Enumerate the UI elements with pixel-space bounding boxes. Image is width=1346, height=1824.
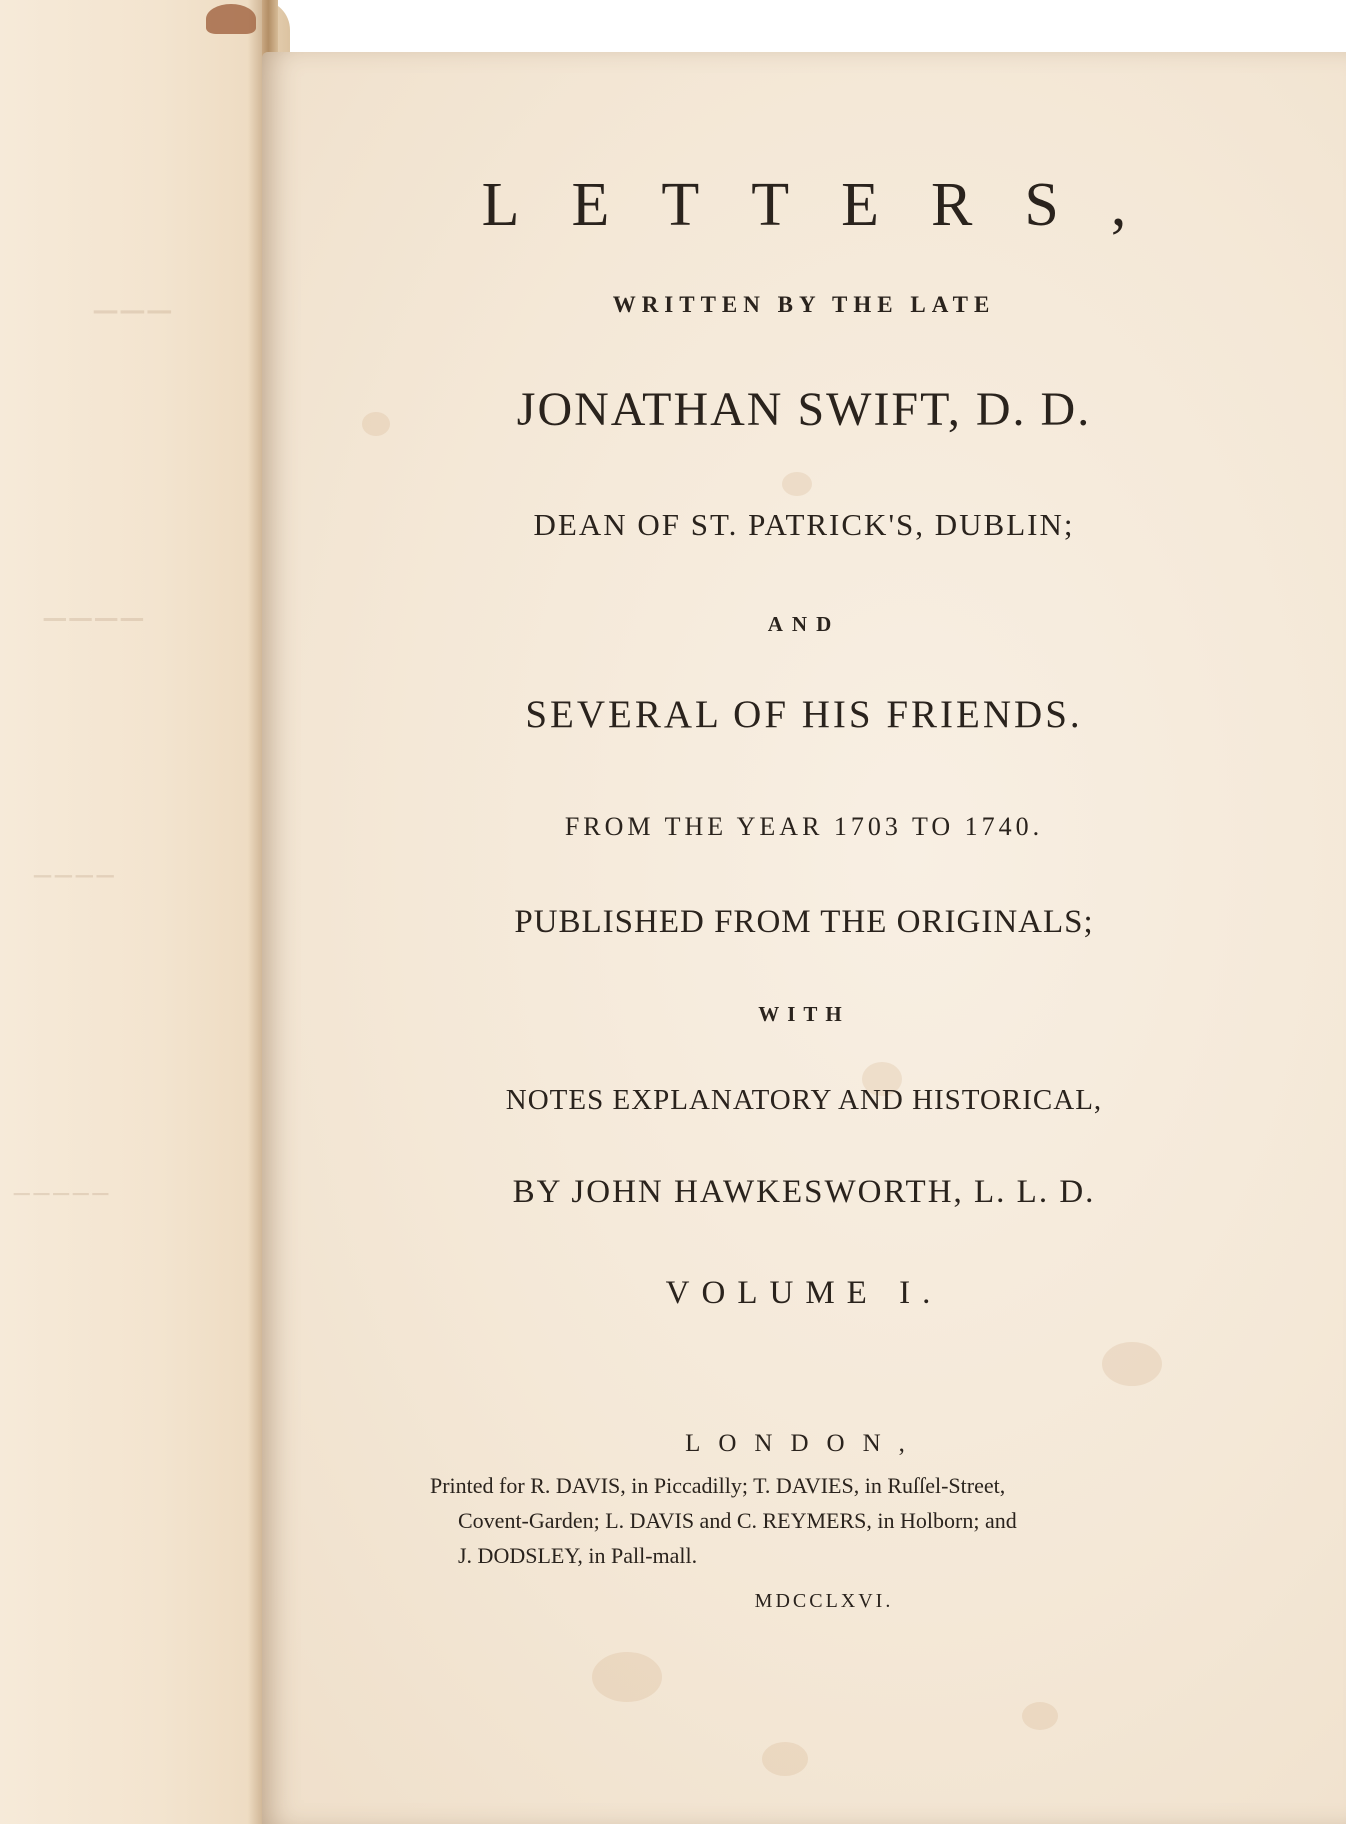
years-line: FROM THE YEAR 1703 TO 1740. — [564, 812, 1044, 841]
show-through-ghost-text: ─── — [90, 290, 171, 334]
show-through-ghost-text: ───── — [10, 1180, 109, 1210]
left-facing-page — [0, 0, 290, 1824]
foxing-stain — [1102, 1342, 1162, 1386]
published-line: PUBLISHED FROM THE ORIGINALS; — [514, 904, 1094, 940]
foxing-stain — [782, 472, 812, 496]
and-line: AND — [767, 612, 841, 636]
place-of-publication: LONDON, — [685, 1430, 923, 1457]
written-by-line: WRITTEN BY THE LATE — [612, 292, 996, 317]
foxing-stain — [592, 1652, 662, 1702]
book-title: LETTERS, — [481, 171, 1179, 239]
volume-label: VOLUME I. — [665, 1275, 943, 1311]
editor-line: BY JOHN HAWKESWORTH, L. L. D. — [512, 1174, 1096, 1210]
friends-line: SEVERAL OF HIS FRIENDS. — [525, 693, 1083, 736]
with-line: WITH — [758, 1002, 850, 1026]
author-title: DEAN OF ST. PATRICK'S, DUBLIN; — [533, 507, 1075, 542]
foxing-stain — [762, 1742, 808, 1776]
show-through-ghost-text: ──── — [40, 600, 143, 641]
author-name: JONATHAN SWIFT, D. D. — [516, 383, 1092, 436]
imprint-line: J. DODSLEY, in Pall-mall. — [458, 1543, 698, 1568]
imprint-line: Covent-Garden; L. DAVIS and C. REYMERS, in Holborn; and — [458, 1508, 1017, 1533]
show-through-ghost-text: ──── — [30, 860, 114, 893]
title-page — [262, 52, 1346, 1824]
spine-headband — [206, 4, 256, 34]
notes-line: NOTES EXPLANATORY AND HISTORICAL, — [505, 1084, 1103, 1116]
publication-date: MDCCLXVI. — [754, 1590, 894, 1612]
foxing-stain — [1022, 1702, 1058, 1730]
printer-imprint — [430, 1468, 1220, 1573]
imprint-line: Printed for R. DAVIS, in Piccadilly; T. DAVIES, in Ruſſel-Street, — [430, 1473, 1006, 1498]
